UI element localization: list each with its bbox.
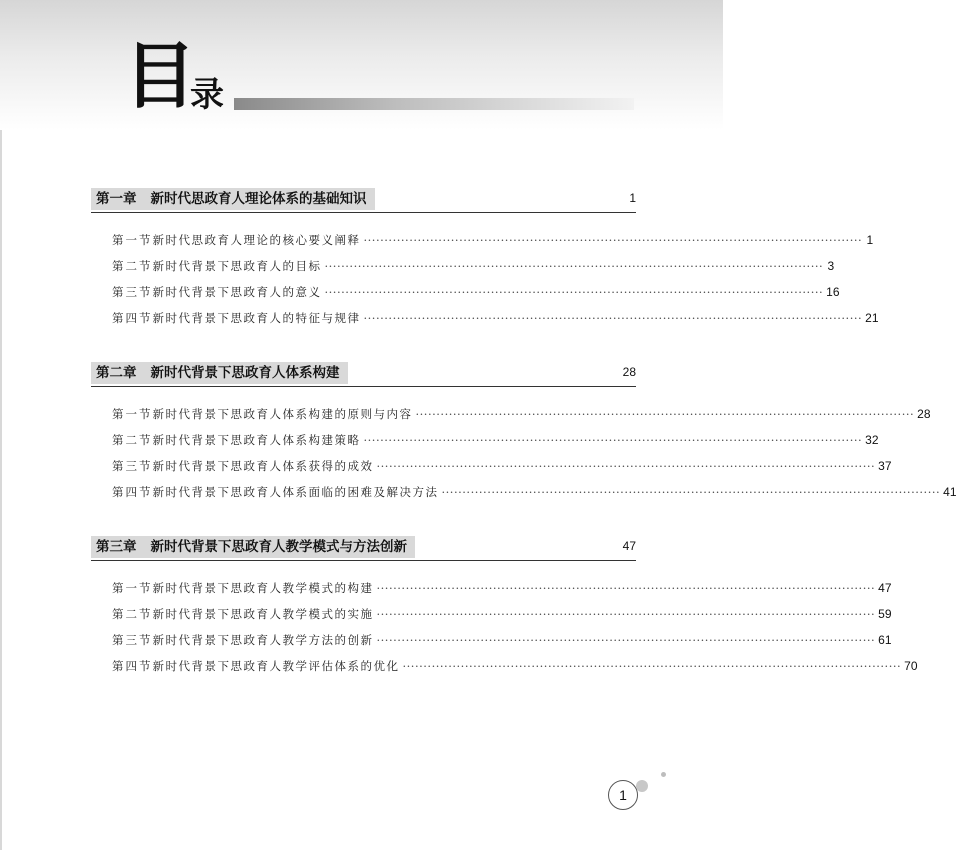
section-title: 新时代背景下思政育人的意义 (152, 285, 322, 299)
section-number: 第二节 (112, 433, 153, 447)
chapter-page: 28 (622, 365, 636, 379)
toc-entry[interactable] (112, 310, 879, 328)
dot-leader: ························································································································ (363, 433, 863, 447)
section-number: 第一节 (112, 407, 153, 421)
section-page: 61 (878, 633, 892, 647)
toc-entry[interactable] (112, 632, 892, 650)
toc-entry[interactable] (112, 484, 957, 502)
toc-entry[interactable] (112, 580, 892, 598)
toc-entry[interactable] (112, 658, 918, 676)
dot-leader: ························································································································ (402, 659, 902, 673)
section-page: 70 (904, 659, 918, 673)
header-band (0, 0, 723, 130)
chapter-title: 新时代背景下思政育人体系构建 (150, 365, 340, 381)
chapter-label (91, 188, 375, 210)
section-page: 32 (865, 433, 879, 447)
chapter-title: 新时代思政育人理论体系的基础知识 (150, 191, 367, 207)
toc-entry[interactable] (112, 432, 879, 450)
toc-entry[interactable] (112, 458, 892, 476)
dot-leader: ························································································································ (376, 459, 876, 473)
toc-entry[interactable] (112, 606, 892, 624)
section-title: 新时代背景下思政育人的特征与规律 (152, 311, 361, 325)
section-page: 59 (878, 607, 892, 621)
section-page: 1 (866, 233, 874, 247)
section-number: 第四节 (112, 659, 153, 673)
chapter-label (91, 362, 348, 384)
section-page: 37 (878, 459, 892, 473)
chapter-number: 第三章 (96, 539, 137, 555)
chapter-heading-2[interactable] (91, 362, 636, 387)
section-title: 新时代背景下思政育人体系面临的困难及解决方法 (152, 485, 439, 499)
section-number: 第二节 (112, 607, 153, 621)
chapter-heading-1[interactable] (91, 188, 636, 213)
chapter-number: 第一章 (96, 191, 137, 207)
section-title: 新时代背景下思政育人体系获得的成效 (152, 459, 374, 473)
section-title: 新时代背景下思政育人教学方法的创新 (152, 633, 374, 647)
section-number: 第三节 (112, 459, 153, 473)
page-number: 1 (608, 780, 638, 810)
toc-entry[interactable] (112, 406, 931, 424)
chapter-heading-3[interactable] (91, 536, 636, 561)
section-title: 新时代背景下思政育人教学模式的构建 (152, 581, 374, 595)
section-title: 新时代背景下思政育人体系构建的原则与内容 (152, 407, 413, 421)
section-page: 16 (826, 285, 840, 299)
chapter-title: 新时代背景下思政育人教学模式与方法创新 (150, 539, 407, 555)
section-number: 第三节 (112, 285, 153, 299)
dot-leader: ························································································································ (376, 607, 876, 621)
section-number: 第一节 (112, 233, 153, 247)
page-title-secondary: 录 (190, 75, 224, 115)
decor-dot-large (636, 780, 648, 792)
dot-leader: ························································································································ (376, 633, 876, 647)
section-number: 第一节 (112, 581, 153, 595)
title-decor-bar (234, 98, 634, 110)
section-page: 3 (827, 259, 835, 273)
section-page: 21 (865, 311, 879, 325)
section-title: 新时代背景下思政育人的目标 (152, 259, 322, 273)
section-number: 第四节 (112, 485, 153, 499)
section-number: 第四节 (112, 311, 153, 325)
dot-leader: ························································································································ (363, 311, 863, 325)
toc-entry[interactable] (112, 232, 874, 250)
toc-entry[interactable] (112, 258, 835, 276)
dot-leader: ························································································································ (324, 285, 824, 299)
chapter-page: 47 (622, 539, 636, 553)
section-page: 47 (878, 581, 892, 595)
section-page: 28 (917, 407, 931, 421)
section-number: 第二节 (112, 259, 153, 273)
section-page: 41 (943, 485, 957, 499)
toc-entry[interactable] (112, 284, 840, 302)
section-number: 第三节 (112, 633, 153, 647)
dot-leader: ························································································································ (376, 581, 876, 595)
section-title: 新时代背景下思政育人教学评估体系的优化 (152, 659, 400, 673)
chapter-label (91, 536, 415, 558)
section-title: 新时代背景下思政育人教学模式的实施 (152, 607, 374, 621)
section-title: 新时代思政育人理论的核心要义阐释 (152, 233, 361, 247)
chapter-number: 第二章 (96, 365, 137, 381)
dot-leader: ························································································································ (324, 259, 824, 273)
dot-leader: ························································································································ (415, 407, 915, 421)
section-title: 新时代背景下思政育人体系构建策略 (152, 433, 361, 447)
chapter-page: 1 (629, 191, 636, 205)
dot-leader: ························································································································ (441, 485, 941, 499)
decor-dot-small (661, 772, 666, 777)
dot-leader: ························································································································ (363, 233, 863, 247)
page-title-main: 目 (124, 34, 197, 118)
